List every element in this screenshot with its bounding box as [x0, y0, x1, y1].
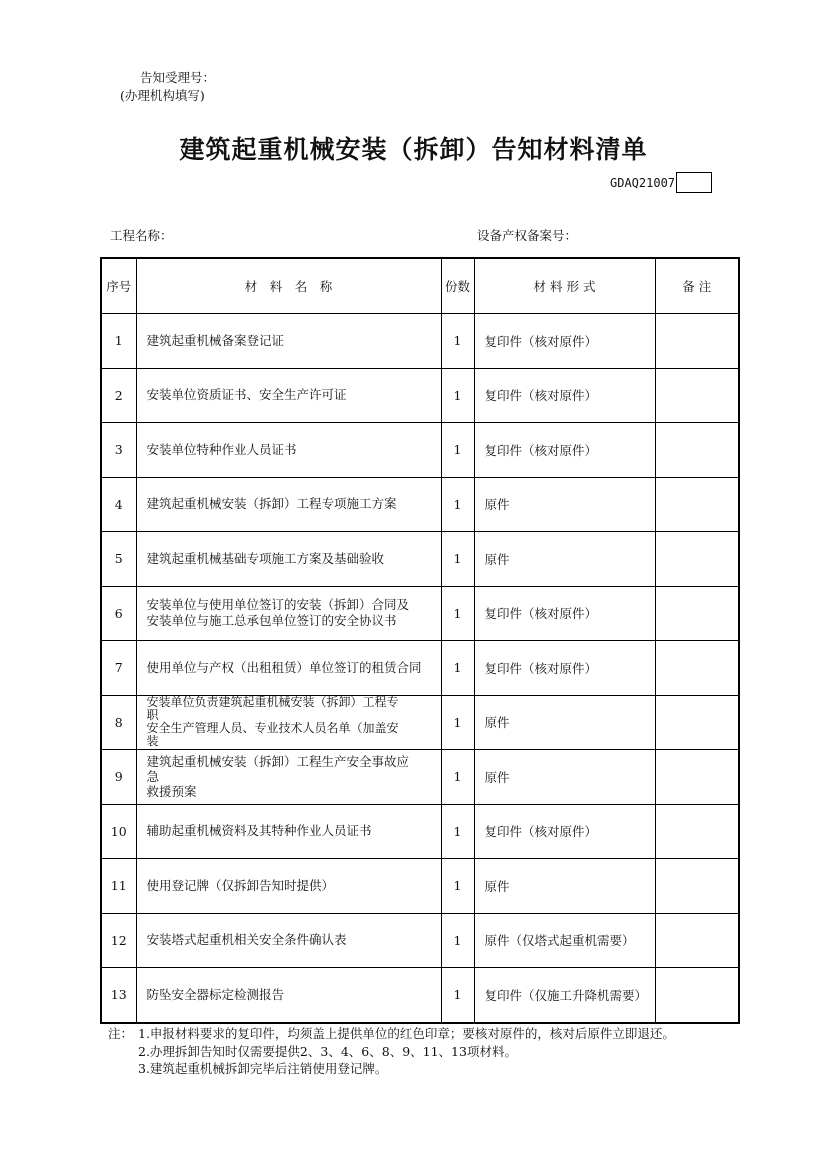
cell-seq: 9: [101, 750, 136, 805]
cell-seq: 11: [101, 859, 136, 914]
cell-seq: 13: [101, 968, 136, 1023]
cell-count: 1: [441, 423, 474, 478]
table-header-row: [101, 258, 739, 314]
cell-remark[interactable]: [655, 368, 739, 423]
note-item: 1.申报材料要求的复印件，均须盖上提供单位的红色印章；要核对原件的，核对后原件立即退还。: [138, 1026, 675, 1041]
table-row: [101, 368, 739, 423]
cell-name: 建筑起重机械备案登记证: [136, 314, 441, 369]
cell-form: 原件: [474, 477, 655, 532]
cell-count: 1: [441, 913, 474, 968]
cell-name: 建筑起重机械基础专项施工方案及基础验收: [136, 532, 441, 587]
cell-form: 复印件（核对原件）: [474, 368, 655, 423]
cell-form: 复印件（核对原件）: [474, 423, 655, 478]
page-title: 建筑起重机械安装（拆卸）告知材料清单: [179, 135, 648, 164]
cell-remark[interactable]: [655, 314, 739, 369]
cell-count: 1: [441, 695, 474, 750]
cell-seq: 5: [101, 532, 136, 587]
cell-count: 1: [441, 750, 474, 805]
cell-count: 1: [441, 314, 474, 369]
cell-name: 辅助起重机械资料及其特种作业人员证书: [136, 804, 441, 859]
note-item: 3.建筑起重机械拆卸完毕后注销使用登记牌。: [138, 1061, 388, 1076]
cell-count: 1: [441, 477, 474, 532]
cell-count: 1: [441, 859, 474, 914]
column-header-remark: 备 注: [655, 258, 739, 314]
cell-form: 复印件（核对原件）: [474, 586, 655, 641]
cell-name: 安装单位与使用单位签订的安装（拆卸）合同及 安装单位与施工总承包单位签订的安全协议书: [136, 586, 441, 641]
cell-remark[interactable]: [655, 586, 739, 641]
cell-remark[interactable]: [655, 695, 739, 750]
table-row: [101, 477, 739, 532]
cell-name: 建筑起重机械安装（拆卸）工程专项施工方案: [136, 477, 441, 532]
cell-name: 安装单位负责建筑起重机械安装（拆卸）工程专 职 安全生产管理人员、专业技术人员名单（加盖安 装: [136, 695, 441, 750]
cell-form: 原件: [474, 750, 655, 805]
form-code: GDAQ21007: [610, 176, 676, 190]
table-row: [101, 314, 739, 369]
cell-remark[interactable]: [655, 968, 739, 1023]
table-row: [101, 968, 739, 1023]
table-row: [101, 423, 739, 478]
table-row: [101, 859, 739, 914]
cell-form: 原件: [474, 695, 655, 750]
materials-table: [100, 257, 740, 1024]
cell-seq: 6: [101, 586, 136, 641]
cell-name: 防坠安全器标定检测报告: [136, 968, 441, 1023]
table-row: [101, 750, 739, 805]
notes-prefix: 注：: [108, 1026, 134, 1041]
cell-form: 原件: [474, 532, 655, 587]
cell-seq: 1: [101, 314, 136, 369]
table-row: [101, 641, 739, 696]
cell-form: 复印件（核对原件）: [474, 804, 655, 859]
column-header-name: 材 料 名 称: [136, 258, 441, 314]
cell-seq: 7: [101, 641, 136, 696]
cell-remark[interactable]: [655, 859, 739, 914]
cell-seq: 10: [101, 804, 136, 859]
cell-count: 1: [441, 968, 474, 1023]
table-row: [101, 913, 739, 968]
cell-count: 1: [441, 804, 474, 859]
table-row: [101, 804, 739, 859]
receipt-number-label: 告知受理号：: [140, 70, 216, 85]
table-row: [101, 695, 739, 750]
equipment-record-label: 设备产权备案号：: [477, 228, 578, 243]
cell-remark[interactable]: [655, 423, 739, 478]
receipt-number-note: (办理机构填写): [120, 88, 205, 103]
column-header-form: 材 料 形 式: [474, 258, 655, 314]
cell-seq: 12: [101, 913, 136, 968]
cell-form: 原件（仅塔式起重机需要）: [474, 913, 655, 968]
cell-remark[interactable]: [655, 477, 739, 532]
column-header-count: 份数: [441, 258, 474, 314]
cell-remark[interactable]: [655, 804, 739, 859]
cell-count: 1: [441, 532, 474, 587]
cell-form: 复印件（仅施工升降机需要）: [474, 968, 655, 1023]
cell-seq: 8: [101, 695, 136, 750]
cell-count: 1: [441, 641, 474, 696]
cell-name: 使用登记牌（仅拆卸告知时提供）: [136, 859, 441, 914]
table-row: [101, 586, 739, 641]
cell-name: 建筑起重机械安装（拆卸）工程生产安全事故应 急 救援预案: [136, 750, 441, 805]
cell-count: 1: [441, 586, 474, 641]
cell-name: 安装单位资质证书、安全生产许可证: [136, 368, 441, 423]
cell-remark[interactable]: [655, 532, 739, 587]
form-code-box[interactable]: [676, 172, 712, 193]
cell-seq: 3: [101, 423, 136, 478]
table-row: [101, 532, 739, 587]
cell-remark[interactable]: [655, 913, 739, 968]
cell-remark[interactable]: [655, 750, 739, 805]
cell-seq: 2: [101, 368, 136, 423]
column-header-seq: 序号: [101, 258, 136, 314]
cell-form: 复印件（核对原件）: [474, 314, 655, 369]
cell-seq: 4: [101, 477, 136, 532]
cell-count: 1: [441, 368, 474, 423]
note-item: 2.办理拆卸告知时仅需要提供2、3、4、6、8、9、11、13项材料。: [138, 1044, 517, 1059]
project-name-label: 工程名称：: [110, 228, 173, 243]
cell-name: 安装单位特种作业人员证书: [136, 423, 441, 478]
cell-name: 使用单位与产权（出租租赁）单位签订的租赁合同: [136, 641, 441, 696]
cell-form: 原件: [474, 859, 655, 914]
cell-name: 安装塔式起重机相关安全条件确认表: [136, 913, 441, 968]
cell-remark[interactable]: [655, 641, 739, 696]
cell-form: 复印件（核对原件）: [474, 641, 655, 696]
